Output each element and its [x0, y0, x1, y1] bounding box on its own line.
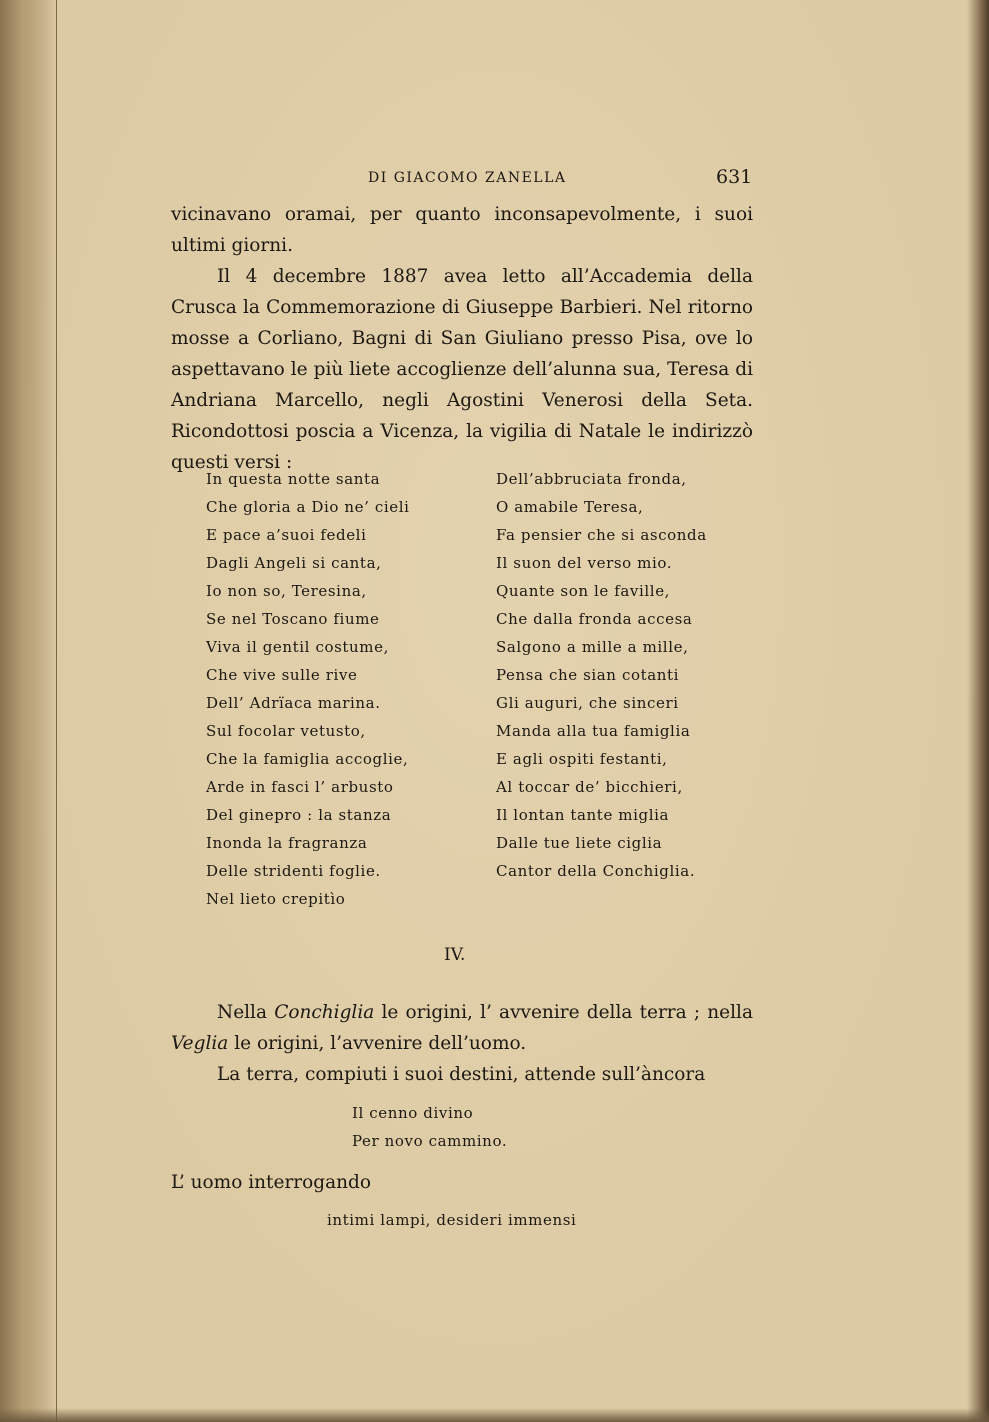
quote-line: Per novo cammino. — [352, 1132, 508, 1150]
poem-line: Che dalla fronda accesa — [496, 610, 693, 628]
poem-line: O amabile Teresa, — [496, 498, 644, 516]
paragraph-1 — [171, 199, 753, 261]
section-number: IV. — [444, 945, 466, 965]
paragraph-1-text: vicinavano oramai, per quanto inconsapevolmente, i suoi ultimi giorni. — [171, 204, 753, 256]
poem-line: Il lontan tante miglia — [496, 806, 670, 824]
paragraph-2-text: Il 4 decembre 1887 avea letto all’Accademia della Crusca la Commemorazione di Giuseppe Barbieri. Nel ritorno mosse a Corliano, Bagni di San Giuliano presso Pisa, ove lo aspettavano le più liete accoglienze dell’alunna sua, Teresa di Andriana Marcello, negli Agostini Venerosi della Seta. Ricondottosi poscia a Vicenza, la vigilia di Natale le indirizzò questi versi : — [171, 266, 753, 473]
poem-line: Inonda la fragranza — [206, 834, 368, 852]
poem-left-column — [206, 465, 410, 913]
poem-line: Cantor della Conchiglia. — [496, 862, 696, 880]
poem-line: Quante son le faville, — [496, 582, 671, 600]
poem-line: Nel lieto crepitìo — [206, 890, 346, 908]
quote-line: intimi lampi, desideri immensi — [327, 1211, 577, 1229]
quote-line: Il cenno divino — [352, 1104, 474, 1122]
running-title: DI GIACOMO ZANELLA — [368, 170, 567, 186]
paragraph-3-text — [171, 997, 753, 1059]
title-conchiglia: Conchiglia — [274, 1002, 375, 1023]
poem-line: Dalle tue liete ciglia — [496, 834, 663, 852]
poem-line: Dell’ Adrïaca marina. — [206, 694, 381, 712]
paragraph-3-part: Nella — [217, 1002, 275, 1023]
poem-line: Viva il gentil costume, — [206, 638, 389, 656]
paragraph-3-part: le origini, l’ avvenire della terra ; nella — [374, 1002, 753, 1023]
poem-line: Fa pensier che si asconda — [496, 526, 707, 544]
spine-shadow — [0, 0, 57, 1422]
title-veglia: Veglia — [171, 1033, 229, 1054]
poem-line: Arde in fasci l’ arbusto — [206, 778, 394, 796]
poem-line: Gli auguri, che sinceri — [496, 694, 679, 712]
poem-line: E agli ospiti festanti, — [496, 750, 668, 768]
poem-line: Dagli Angeli si canta, — [206, 554, 382, 572]
paragraph-5: L’ uomo interrogando — [171, 1172, 372, 1193]
poem-line: Del ginepro : la stanza — [206, 806, 392, 824]
poem-line: Delle stridenti foglie. — [206, 862, 381, 880]
poem-line: Se nel Toscano fiume — [206, 610, 380, 628]
paragraph-3-part: le origini, l’avvenire dell’uomo. — [228, 1033, 527, 1054]
poem-line: Che gloria a Dio ne’ cieli — [206, 498, 410, 516]
poem-line: Pensa che sian cotanti — [496, 666, 680, 684]
paragraph-3 — [171, 997, 753, 1059]
page-edge-bottom — [0, 1408, 989, 1422]
poem-line: Che vive sulle rive — [206, 666, 358, 684]
page-edge-right — [967, 0, 989, 1422]
poem-line: Il suon del verso mio. — [496, 554, 673, 572]
poem-line: Dell’abbruciata fronda, — [496, 470, 687, 488]
paragraph-4-text: La terra, compiuti i suoi destini, attende sull’àncora — [217, 1064, 706, 1085]
poem-line: Al toccar de’ bicchieri, — [496, 778, 683, 796]
poem-line: In questa notte santa — [206, 470, 381, 488]
running-head — [0, 166, 989, 192]
poem-line: Manda alla tua famiglia — [496, 722, 691, 740]
page-number: 631 — [716, 166, 753, 188]
poem-line: Io non so, Teresina, — [206, 582, 367, 600]
poem-line: Che la famiglia accoglie, — [206, 750, 409, 768]
poem-line: Sul focolar vetusto, — [206, 722, 366, 740]
poem-line: E pace a’suoi fedeli — [206, 526, 367, 544]
paragraph-4 — [171, 1059, 753, 1090]
poem-right-column — [496, 465, 707, 885]
poem-line: Salgono a mille a mille, — [496, 638, 689, 656]
paragraph-2 — [171, 261, 753, 478]
